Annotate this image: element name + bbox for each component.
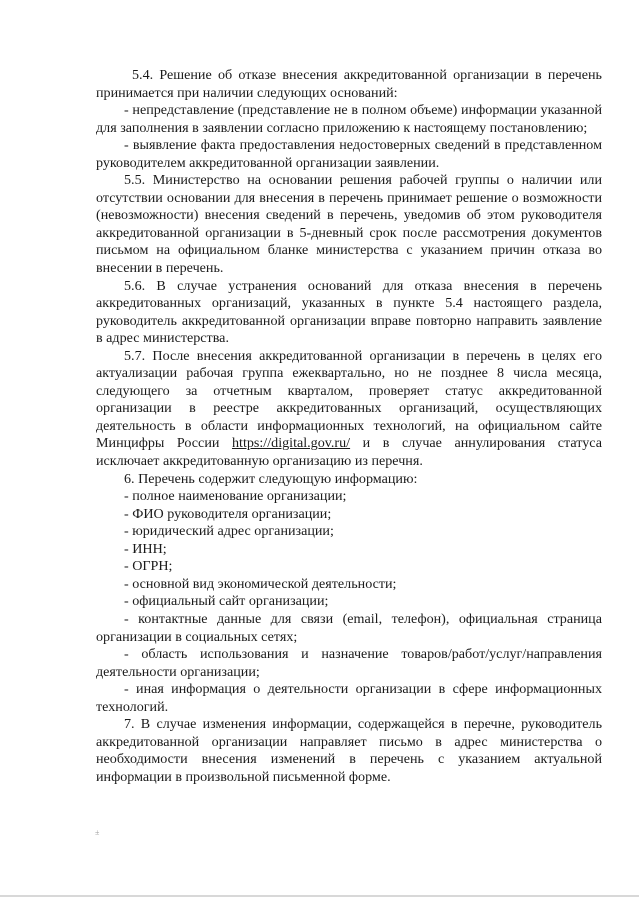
paragraph-5-4: 5.4. Решение об отказе внесения аккредитованной организации в перечень принимается при наличии следующих оснований: <box>96 67 602 101</box>
list-item: - область использования и назначение товаров/работ/услуг/направления деятельности организации; <box>96 646 602 680</box>
paragraph-5-4-item-2: - выявление факта предоставления недостоверных сведений в представленном руководителем аккредитованной организации заявлении. <box>96 137 602 171</box>
list-item: - официальный сайт организации; <box>124 593 329 610</box>
paragraph-5-6: 5.6. В случае устранения оснований для отказа внесения в перечень аккредитованных организаций, указанных в пункте 5.4 настоящего раздела, руководитель аккредитованной организации вправе повторно направить заявление в адрес министерства. <box>96 277 602 347</box>
margin-mark: ± <box>95 828 100 837</box>
paragraph-5-7 <box>96 348 602 471</box>
paragraph-6: 6. Перечень содержит следующую информацию: <box>124 470 418 487</box>
bottom-divider <box>0 895 639 897</box>
list-item: - юридический адрес организации; <box>124 523 334 540</box>
list-item: - ФИО руководителя организации; <box>124 505 332 522</box>
paragraph-7: 7. В случае изменения информации, содержащейся в перечне, руководитель аккредитованной организации направляет письмо в адрес министерства о необходимости внесения изменений в перечень с указанием актуальной информации в произвольной письменной форме. <box>96 716 602 785</box>
list-item: - иная информация о деятельности организации в сфере информационных технологий. <box>96 681 602 715</box>
list-item: - ОГРН; <box>124 558 173 575</box>
document-body <box>96 67 602 786</box>
paragraph-5-7-text-start: 5.7. После внесения аккредитованной организации в перечень в целях его актуализации рабочая группа ежеквартально, но не позднее 8 числа месяца, следующего за отчетным кварталом, проверяет статус аккредитованной организации в реестре аккредитованных организаций, осуществляющих деятельность в области информационных технологий, на официальном сайте Минцифры России <box>96 347 602 452</box>
list-item: - полное наименование организации; <box>124 488 347 505</box>
paragraph-5-7-text-end: и в случае аннулирования статуса исключает аккредитованную организацию из перечня. <box>96 435 602 470</box>
list-item: - основной вид экономической деятельности; <box>124 575 397 592</box>
paragraph-5-5: 5.5. Министерство на основании решения рабочей группы о наличии или отсутствии основании для внесения в перечень принимает решение о возможности (невозможности) внесения сведений в перечень, уведомив об этом руководителя аккредитованной организации в 5-дневный срок после рассмотрения документов письмом на официальном бланке министерства с указанием причин отказа во внесении в перечень. <box>96 172 602 277</box>
digital-gov-link[interactable]: https://digital.gov.ru/ <box>231 435 351 452</box>
paragraph-5-4-item-1: - непредставление (представление не в полном объеме) информации указанной для заполнения в заявлении согласно приложению к настоящему постановлению; <box>96 102 602 136</box>
list-item: - контактные данные для связи (email, телефон), официальная страница организации в социальных сетях; <box>96 610 602 645</box>
list-item: - ИНН; <box>124 540 167 557</box>
